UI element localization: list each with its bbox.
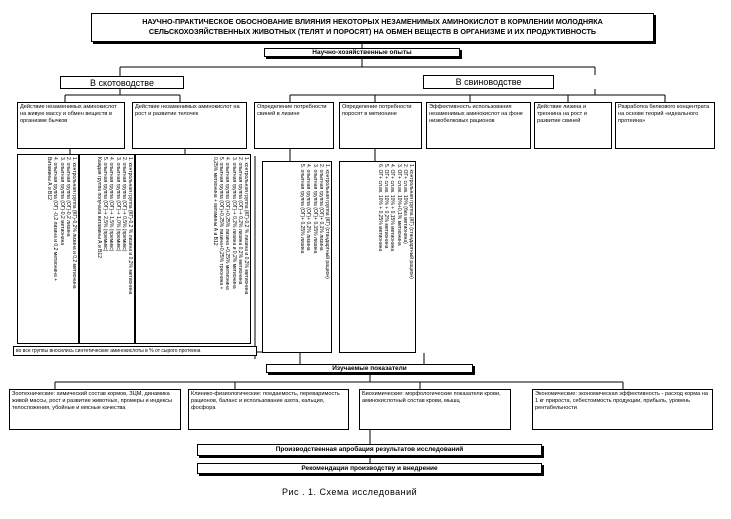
- group-line: 2. опытная группа (ОГ)-+ 0,5% (премикс): [120, 157, 127, 252]
- pigs-groups-2: [339, 161, 416, 353]
- indicator-clinical: Клинико-физиологические: поедаемость, переваримость рационов, баланс и использование азота, кальция, фосфора: [188, 389, 349, 430]
- group-line: 2. опытная группа (ОГ)+ 0,1% лизина: [317, 164, 324, 251]
- group-line: 2. опытная группа (ОГ)-0,2 лизина: [64, 157, 71, 237]
- pigs-topic-5: Разработка белкового концентрата на основе теорий «идеального протеина»: [615, 102, 715, 149]
- group-line: 3. опытная группа (ОГ)+ 0,15% лизина: [311, 164, 318, 254]
- cattle-groups-2: [79, 154, 135, 344]
- cattle-groups-3: [135, 154, 251, 344]
- pigs-topic-2: Определение потребности поросят в метионине: [339, 102, 422, 149]
- group-line: 2. опытная группа (ОГ)-+ 0,2% лизина 0,2% метионина: [236, 157, 243, 285]
- cattle-topic-1: Действие незаменимых аминокислот на живую массу и обмен веществ в организме бычков: [17, 102, 125, 149]
- diagram-title: НАУЧНО-ПРАКТИЧЕСКОЕ ОБОСНОВАНИЕ ВЛИЯНИЯ НЕКОТОРЫХ НЕЗАМЕНИМЫХ АМИНОКИСЛОТ В КОРМЛЕНИИ МОЛОДНЯКА СЕЛЬСКОХОЗЯЙСТВЕННЫХ ЖИВОТНЫХ (ТЕЛЯТ И ПОРОСЯТ) НА ОБМЕН ВЕЩЕСТВ В ОРГАНИЗМЕ И ИХ ПРОДУКТИВНОСТЬ: [91, 13, 654, 42]
- indicator-zootechnical: Зоотехнические: химический состав кормов, ЗЦМ, динамика живой массы, рост и развитие животных, промеры и индексы телосложения, убойные и мясные качества: [9, 389, 181, 430]
- cattle-topic-2: Действие незаменимых аминокислот на рост и развитие телочек: [132, 102, 247, 149]
- group-line: 3. опытная группа (ОГ)-+ 0,2% лизина и 0,2% метионина: [230, 157, 237, 289]
- group-line: 1. контрольная группа (КГ)-0,2 % лизина и 0,2% метионина: [127, 157, 133, 295]
- approbation-box: Производственная апробация результатов исследований: [197, 444, 542, 456]
- pigs-topic-4: Действие лизина и треонина на рост и развитие свиней: [534, 102, 612, 149]
- cattle-note: во все группы вносились синтетические аминокислоты в % от сырого протеина: [13, 346, 257, 356]
- group-line: 3. ОГ+ сл.вк. 10%+0,1% метионина: [395, 164, 402, 246]
- group-line: 4. опытная группа (ОГ)+ 0,2% лизина: [305, 164, 312, 251]
- figure-caption: Рис . 1. Схема исследований: [282, 487, 418, 497]
- group-line: 4. опытная группа (ОГ)-+ 1,5% (премикс): [108, 157, 115, 252]
- cattle-branch-box: В скотоводстве: [60, 76, 184, 89]
- group-line: 1. контрольная группа (КГ)-0,2% лизина и 0,2 метионина: [71, 157, 77, 289]
- group-line: Витамины А и В12: [46, 157, 53, 200]
- group-line: 3. опытная группа (ОГ)-0,2 метионина: [58, 157, 65, 246]
- group-line: 5. опытная группа (ОГ)+ 0,25% лизина: [299, 164, 306, 254]
- cattle-groups-1: [17, 154, 79, 344]
- indicator-economic: Экономические: экономическая эффективность - расход корма на 1 кг прироста, себестоимость продукции, прибыль, уровень рентабельности: [532, 389, 713, 430]
- group-line: 1. контрольная группа (КГ)-0,2 % лизина и 0,2% метионина: [243, 157, 249, 295]
- group-line: Каждая группа получала витамины А и В12: [95, 157, 102, 258]
- pigs-branch-box: В свиноводстве: [423, 75, 554, 89]
- group-line: 2. ОГ+ сл.вк. 10% (без метионина): [401, 164, 408, 244]
- group-line: 4. ОГ+ сл.вк. 10% + 0,15% метионина: [389, 164, 396, 252]
- indicator-biochemical: Биохимические: морфологические показатели крови, аминокислотный состав крови, мышц: [359, 389, 511, 430]
- group-line: 6. ОГ+ сл.вк. 10% + 0,25% метионина: [376, 164, 383, 252]
- pigs-topic-3: Эффективность использования незаменимых аминокислот на фоне низкобелковых рационов: [426, 102, 531, 149]
- group-line: 4. опытная группа (ОГ) -0,2 лизина и 0,2 метионина +: [52, 157, 59, 282]
- group-line: 5. ОГ+ сл.вк. 10% + 0,2% метионина: [383, 164, 390, 249]
- group-line: 5. опытная группа (ОГ)+0,25% лизина+0,25% треонина +: [218, 157, 225, 290]
- group-line: 3. опытная группа (ОГ)-+ 1,0% (премикс): [114, 157, 121, 252]
- group-line: 1. контрольная группа (КГ) (стандартный рацион): [324, 164, 330, 279]
- group-line: 1. контрольная группа (КГ) (стандартный рацион): [408, 164, 414, 279]
- recommendations-box: Рекомендации производству и внедрение: [197, 463, 542, 474]
- pigs-groups-1: [262, 161, 332, 353]
- experiments-box: Научно-хозяйственные опыты: [264, 48, 460, 57]
- group-line: 0,25% метионина + витамины А и В12: [211, 157, 218, 246]
- pigs-topic-1: Определение потребности свиней в лизине: [254, 102, 334, 149]
- indicators-box: Изучаемые показатели: [266, 364, 473, 373]
- group-line: 4. опытная группа (ОГ)+0,25% лизина +0,25% метионина: [224, 157, 231, 290]
- group-line: 5. опытная группа (ОГ)-+ 2,5% (премикс): [102, 157, 109, 252]
